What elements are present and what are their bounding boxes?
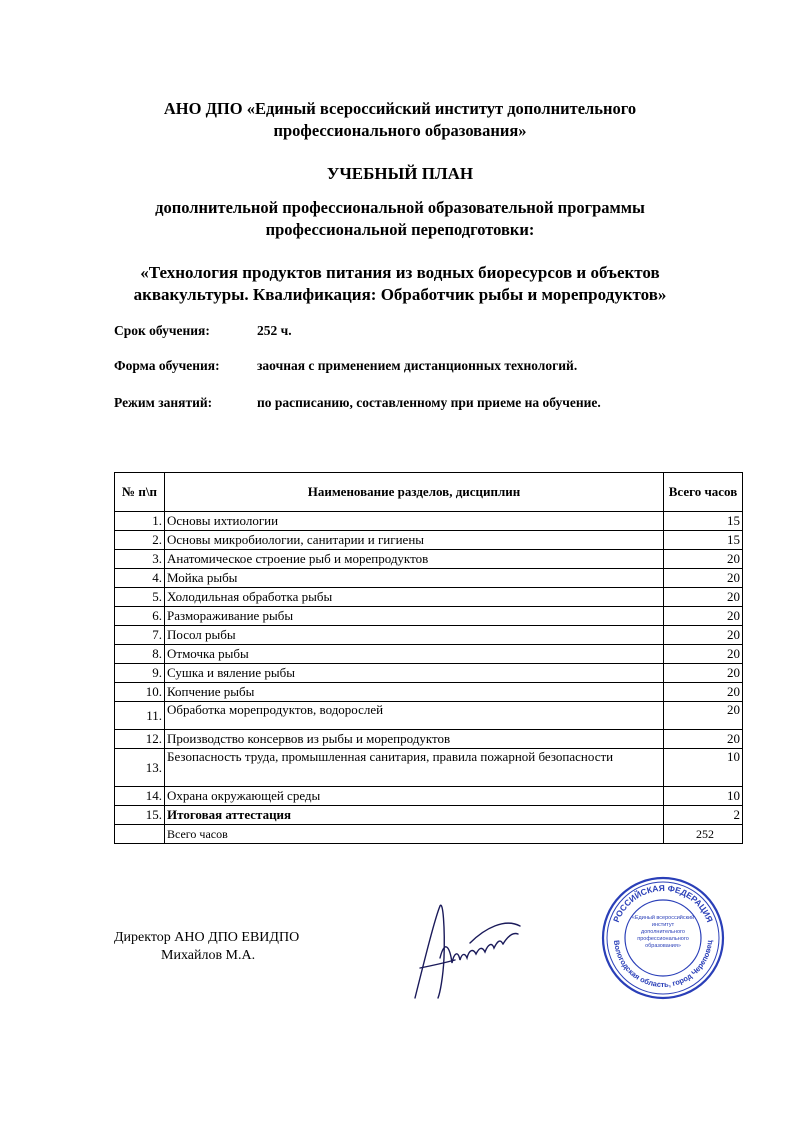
row-hours: 2 [664, 806, 743, 825]
row-hours: 10 [664, 787, 743, 806]
table-row [115, 588, 743, 607]
table-row [115, 607, 743, 626]
row-hours: 20 [664, 664, 743, 683]
row-hours: 20 [664, 569, 743, 588]
info-form-label: Форма обучения: [114, 358, 220, 373]
table-row [115, 806, 743, 825]
handwritten-signature [410, 898, 530, 1008]
row-name: Безопасность труда, промышленная санитария, правила пожарной безопасности [165, 749, 664, 787]
table-row [115, 749, 743, 787]
table-total-row [115, 825, 743, 844]
row-name: Посол рыбы [165, 626, 664, 645]
stamp-center [630, 915, 696, 961]
table-row [115, 702, 743, 730]
row-name: Обработка морепродуктов, водорослей [165, 702, 664, 730]
info-mode [114, 395, 601, 411]
row-hours: 20 [664, 645, 743, 664]
info-term-label: Срок обучения: [114, 323, 210, 338]
row-hours: 15 [664, 512, 743, 531]
director-name: Михайлов М.А. [161, 948, 256, 963]
row-num: 15. [115, 806, 165, 825]
row-num: 1. [115, 512, 165, 531]
row-num: 5. [115, 588, 165, 607]
row-name: Холодильная обработка рыбы [165, 588, 664, 607]
table-row [115, 550, 743, 569]
info-term [114, 323, 292, 339]
table-header-row [115, 473, 743, 512]
table-row [115, 645, 743, 664]
row-hours: 10 [664, 749, 743, 787]
row-hours: 20 [664, 588, 743, 607]
row-hours: 20 [664, 626, 743, 645]
row-name: Размораживание рыбы [165, 607, 664, 626]
official-stamp [600, 875, 726, 1001]
row-name: Сушка и вяление рыбы [165, 664, 664, 683]
col-name-header: Наименование разделов, дисциплин [165, 473, 664, 512]
row-name: Анатомическое строение рыб и морепродуктов [165, 550, 664, 569]
row-num: 4. [115, 569, 165, 588]
curriculum-table [114, 472, 743, 844]
row-num: 11. [115, 702, 165, 730]
info-form [114, 358, 577, 374]
row-num: 12. [115, 730, 165, 749]
row-hours: 20 [664, 683, 743, 702]
document-subtitle: дополнительной профессиональной образовательной программы профессиональной переподготовки: [155, 198, 645, 239]
stamp-center-text: «Единый всероссийский институт дополнительного профессионального образования» [631, 915, 695, 949]
table-row [115, 512, 743, 531]
info-mode-label: Режим занятий: [114, 395, 213, 410]
row-hours: 20 [664, 607, 743, 626]
row-num: 10. [115, 683, 165, 702]
col-hours-header: Всего часов [664, 473, 743, 512]
total-value: 252 [664, 825, 743, 844]
organization-name: АНО ДПО «Единый всероссийский институт дополнительного профессионального образования» [163, 99, 637, 140]
table-row [115, 569, 743, 588]
info-mode-value: по расписанию, составленному при приеме на обучение. [257, 395, 601, 410]
row-num: 7. [115, 626, 165, 645]
row-name: Основы ихтиологии [165, 512, 664, 531]
info-term-value: 252 ч. [257, 323, 292, 338]
table-row [115, 683, 743, 702]
row-name: Мойка рыбы [165, 569, 664, 588]
document-title: УЧЕБНЫЙ ПЛАН [326, 164, 474, 183]
table-row [115, 730, 743, 749]
row-name: Отмочка рыбы [165, 645, 664, 664]
row-num: 9. [115, 664, 165, 683]
row-num: 13. [115, 749, 165, 787]
row-hours: 15 [664, 531, 743, 550]
info-form-value: заочная с применением дистанционных технологий. [257, 358, 578, 373]
row-num: 14. [115, 787, 165, 806]
table-row [115, 664, 743, 683]
row-name: Производство консервов из рыбы и морепродуктов [165, 730, 664, 749]
row-num: 3. [115, 550, 165, 569]
director-title: Директор АНО ДПО ЕВИДПО [114, 930, 300, 945]
row-name: Итоговая аттестация [165, 806, 664, 825]
stamp-ring-top: РОССИЙСКАЯ ФЕДЕРАЦИЯ [610, 882, 716, 924]
col-num-header: № п\п [115, 473, 165, 512]
row-name: Основы микробиологии, санитарии и гигиены [165, 531, 664, 550]
total-num-cell [115, 825, 165, 844]
table-row [115, 626, 743, 645]
table-row [115, 787, 743, 806]
row-num: 2. [115, 531, 165, 550]
row-name: Копчение рыбы [165, 683, 664, 702]
program-name: «Технология продуктов питания из водных биоресурсов и объектов аквакультуры. Квалификация: Обработчик рыбы и морепродуктов» [133, 263, 667, 304]
row-num: 8. [115, 645, 165, 664]
row-hours: 20 [664, 730, 743, 749]
row-name: Охрана окружающей среды [165, 787, 664, 806]
total-label: Всего часов [165, 825, 664, 844]
table-row [115, 531, 743, 550]
stamp-ring-bottom: Вологодская область, город Череповец [611, 939, 714, 990]
row-hours: 20 [664, 550, 743, 569]
row-hours: 20 [664, 702, 743, 730]
row-num: 6. [115, 607, 165, 626]
